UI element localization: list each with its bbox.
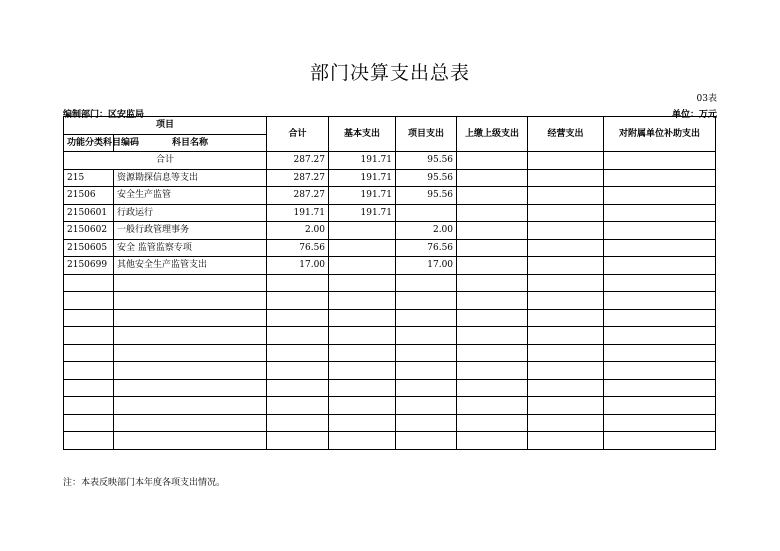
cell-name — [114, 344, 267, 362]
header-name: 科目名称 — [114, 134, 267, 152]
cell-subsidy — [604, 309, 716, 327]
cell-subsidy — [604, 344, 716, 362]
cell-total: 17.00 — [267, 257, 329, 275]
cell-operating — [528, 292, 604, 310]
cell-project — [396, 362, 457, 380]
cell-total — [267, 397, 329, 415]
cell-total — [267, 292, 329, 310]
cell-subsidy — [604, 379, 716, 397]
cell-project — [396, 327, 457, 345]
cell-code — [64, 397, 114, 415]
table-row — [64, 379, 716, 397]
cell-code — [64, 414, 114, 432]
cell-total: 2.00 — [267, 222, 329, 240]
cell-name — [114, 274, 267, 292]
cell-total — [267, 432, 329, 450]
cell-basic — [329, 414, 396, 432]
cell-total: 191.71 — [267, 204, 329, 222]
table-row — [64, 344, 716, 362]
cell-upper — [457, 239, 528, 257]
cell-name: 一般行政管理事务 — [114, 222, 267, 240]
cell-upper — [457, 187, 528, 205]
cell-code — [64, 344, 114, 362]
total-row — [64, 152, 716, 170]
cell-basic — [329, 432, 396, 450]
cell-total — [267, 274, 329, 292]
cell-name — [114, 327, 267, 345]
cell-operating — [528, 169, 604, 187]
cell-subsidy — [604, 397, 716, 415]
cell-name — [114, 292, 267, 310]
total-cell-project: 95.56 — [396, 152, 457, 170]
header-basic: 基本支出 — [329, 117, 396, 152]
cell-upper — [457, 292, 528, 310]
cell-name: 资源勘探信息等支出 — [114, 169, 267, 187]
cell-total — [267, 379, 329, 397]
cell-operating — [528, 362, 604, 380]
cell-total — [267, 414, 329, 432]
cell-subsidy — [604, 292, 716, 310]
cell-subsidy — [604, 274, 716, 292]
cell-operating — [528, 274, 604, 292]
header-item: 项目 — [64, 117, 267, 135]
cell-name: 其他安全生产监管支出 — [114, 257, 267, 275]
cell-name: 安全生产监管 — [114, 187, 267, 205]
cell-project — [396, 379, 457, 397]
cell-subsidy — [604, 169, 716, 187]
cell-upper — [457, 379, 528, 397]
table-row — [64, 327, 716, 345]
cell-total — [267, 362, 329, 380]
cell-code — [64, 274, 114, 292]
cell-code: 2150605 — [64, 239, 114, 257]
header-project: 项目支出 — [396, 117, 457, 152]
cell-subsidy — [604, 414, 716, 432]
header-upper: 上缴上级支出 — [457, 117, 528, 152]
cell-code: 215 — [64, 169, 114, 187]
cell-project — [396, 274, 457, 292]
cell-subsidy — [604, 257, 716, 275]
cell-project: 95.56 — [396, 169, 457, 187]
table-row — [64, 239, 716, 257]
cell-basic: 191.71 — [329, 169, 396, 187]
header-subsidy: 对附属单位补助支出 — [604, 117, 716, 152]
cell-project — [396, 344, 457, 362]
cell-code: 2150602 — [64, 222, 114, 240]
cell-operating — [528, 414, 604, 432]
table-body — [64, 152, 716, 450]
cell-subsidy — [604, 204, 716, 222]
cell-upper — [457, 414, 528, 432]
cell-project — [396, 204, 457, 222]
cell-upper — [457, 344, 528, 362]
cell-code: 2150601 — [64, 204, 114, 222]
cell-name — [114, 397, 267, 415]
cell-project: 76.56 — [396, 239, 457, 257]
cell-subsidy — [604, 432, 716, 450]
cell-operating — [528, 187, 604, 205]
table-row — [64, 309, 716, 327]
cell-name: 安全 监管监察专项 — [114, 239, 267, 257]
cell-basic — [329, 239, 396, 257]
table-row — [64, 414, 716, 432]
cell-project: 17.00 — [396, 257, 457, 275]
table-row — [64, 292, 716, 310]
cell-project: 2.00 — [396, 222, 457, 240]
cell-subsidy — [604, 222, 716, 240]
cell-operating — [528, 222, 604, 240]
table-row — [64, 222, 716, 240]
cell-name: 行政运行 — [114, 204, 267, 222]
cell-upper — [457, 327, 528, 345]
cell-upper — [457, 222, 528, 240]
cell-operating — [528, 432, 604, 450]
table-row — [64, 169, 716, 187]
expenditure-table — [63, 116, 716, 450]
cell-upper — [457, 309, 528, 327]
cell-operating — [528, 239, 604, 257]
cell-code — [64, 292, 114, 310]
unit-label: 单位：万元 — [671, 110, 717, 120]
cell-operating — [528, 327, 604, 345]
cell-total: 287.27 — [267, 169, 329, 187]
department-label: 编制部门：区安监局 — [63, 110, 145, 120]
total-cell-subsidy — [604, 152, 716, 170]
table-row — [64, 397, 716, 415]
cell-subsidy — [604, 362, 716, 380]
cell-upper — [457, 274, 528, 292]
table-row — [64, 432, 716, 450]
cell-project — [396, 309, 457, 327]
cell-upper — [457, 257, 528, 275]
form-number: 03表 — [696, 94, 717, 104]
table-row — [64, 204, 716, 222]
cell-basic — [329, 257, 396, 275]
cell-upper — [457, 397, 528, 415]
cell-name — [114, 414, 267, 432]
cell-basic — [329, 344, 396, 362]
cell-project — [396, 414, 457, 432]
cell-basic — [329, 274, 396, 292]
cell-name — [114, 379, 267, 397]
cell-total: 76.56 — [267, 239, 329, 257]
total-cell-operating — [528, 152, 604, 170]
cell-upper — [457, 169, 528, 187]
cell-name — [114, 309, 267, 327]
cell-code — [64, 309, 114, 327]
cell-basic — [329, 379, 396, 397]
cell-operating — [528, 257, 604, 275]
header-code: 功能分类科目编码 — [64, 134, 114, 152]
cell-upper — [457, 204, 528, 222]
cell-basic: 191.71 — [329, 187, 396, 205]
cell-basic — [329, 327, 396, 345]
cell-operating — [528, 379, 604, 397]
header-total: 合计 — [267, 117, 329, 152]
cell-total — [267, 344, 329, 362]
cell-operating — [528, 397, 604, 415]
cell-basic — [329, 292, 396, 310]
header-operating: 经营支出 — [528, 117, 604, 152]
cell-upper — [457, 362, 528, 380]
cell-name — [114, 362, 267, 380]
cell-subsidy — [604, 239, 716, 257]
cell-project — [396, 432, 457, 450]
cell-operating — [528, 204, 604, 222]
cell-code — [64, 362, 114, 380]
total-label: 合计 — [64, 152, 267, 170]
page-title: 部门决算支出总表 — [309, 62, 470, 84]
table-row — [64, 274, 716, 292]
cell-total: 287.27 — [267, 187, 329, 205]
cell-code — [64, 327, 114, 345]
footnote: 注：本表反映部门本年度各项支出情况。 — [63, 478, 226, 488]
cell-name — [114, 432, 267, 450]
cell-project — [396, 397, 457, 415]
cell-total — [267, 327, 329, 345]
cell-code: 2150699 — [64, 257, 114, 275]
cell-project: 95.56 — [396, 187, 457, 205]
cell-subsidy — [604, 187, 716, 205]
cell-subsidy — [604, 327, 716, 345]
table-row — [64, 257, 716, 275]
cell-basic — [329, 222, 396, 240]
cell-total — [267, 309, 329, 327]
cell-upper — [457, 432, 528, 450]
cell-operating — [528, 344, 604, 362]
total-cell-basic: 191.71 — [329, 152, 396, 170]
cell-operating — [528, 309, 604, 327]
cell-code — [64, 432, 114, 450]
total-cell-total: 287.27 — [267, 152, 329, 170]
table-header — [64, 117, 716, 152]
table-row — [64, 362, 716, 380]
cell-code: 21506 — [64, 187, 114, 205]
cell-basic — [329, 362, 396, 380]
cell-basic — [329, 309, 396, 327]
cell-basic — [329, 397, 396, 415]
cell-basic: 191.71 — [329, 204, 396, 222]
total-cell-upper — [457, 152, 528, 170]
cell-project — [396, 292, 457, 310]
cell-code — [64, 379, 114, 397]
table-row — [64, 187, 716, 205]
